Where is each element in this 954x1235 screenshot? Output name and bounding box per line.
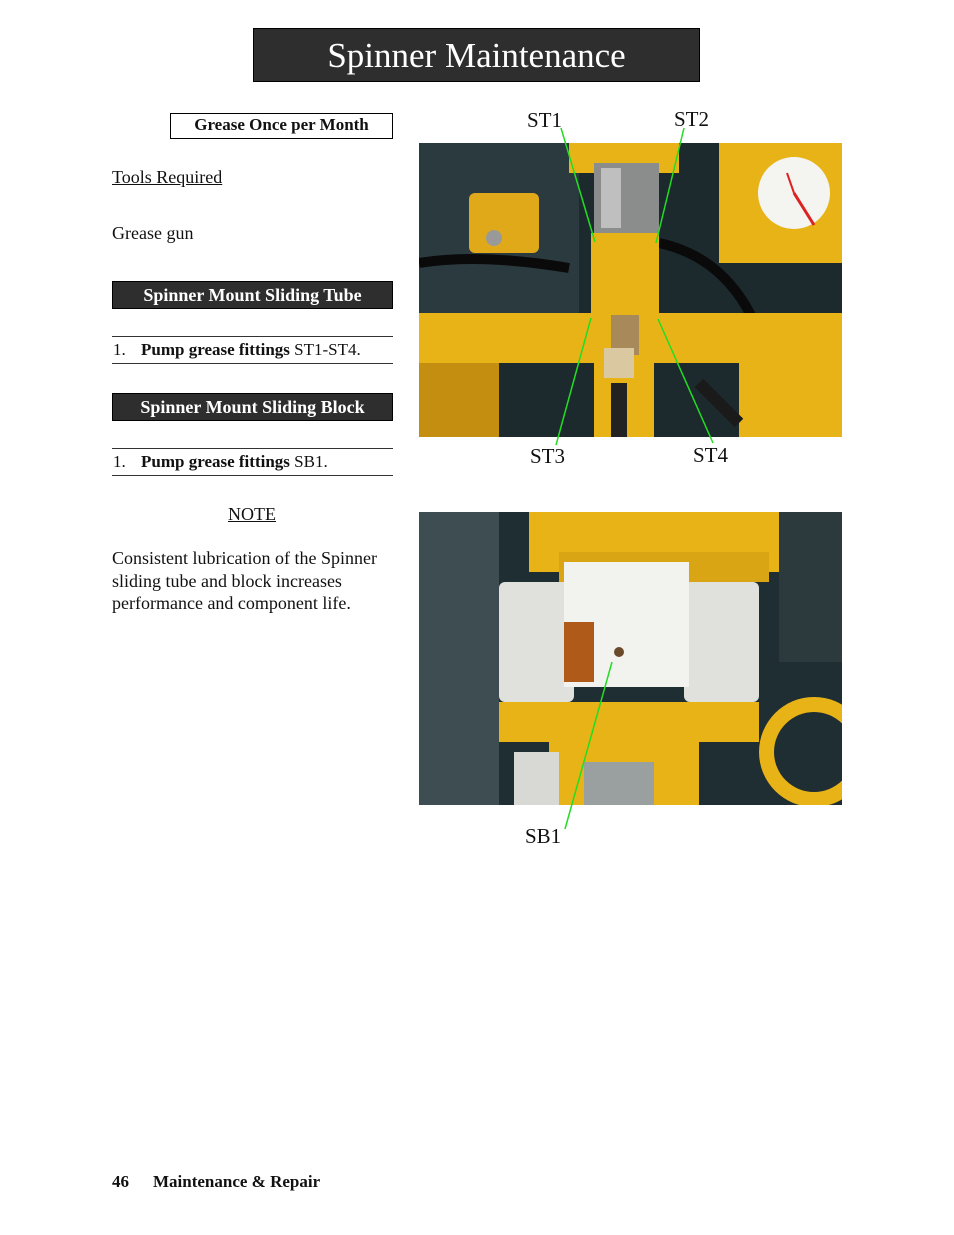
- step-target: ST1-ST4.: [289, 340, 361, 359]
- step-action: Pump grease fittings: [141, 452, 290, 471]
- callout-st4: ST4: [693, 443, 729, 467]
- step-number: 1.: [113, 452, 126, 471]
- page-title: Spinner Maintenance: [253, 28, 700, 82]
- step-sliding-block: [112, 448, 393, 476]
- tool-item: Grease gun: [112, 223, 194, 243]
- chapter-name: Maintenance & Repair: [153, 1172, 321, 1191]
- page-number: 46: [112, 1172, 129, 1191]
- sliding-tube-photo: [419, 143, 842, 437]
- step-sliding-tube: [112, 336, 393, 364]
- page-footer: [112, 1171, 320, 1193]
- tools-heading: Tools Required: [112, 167, 223, 187]
- step-number: 1.: [113, 340, 126, 359]
- callout-st2: ST2: [674, 107, 710, 131]
- note-body: Consistent lubrication of the Spinner sliding tube and block increases performance and component life.: [112, 548, 377, 613]
- callout-st1: ST1: [527, 108, 563, 132]
- step-action: Pump grease fittings: [141, 340, 290, 359]
- callout-sb1: SB1: [525, 824, 562, 848]
- step-target: SB1.: [289, 452, 328, 471]
- note-heading: NOTE: [228, 504, 276, 524]
- frequency-box: Grease Once per Month: [170, 113, 393, 139]
- sliding-block-photo: [419, 512, 842, 805]
- section-heading-sliding-block: Spinner Mount Sliding Block: [112, 393, 393, 421]
- callout-st3: ST3: [530, 444, 566, 468]
- section-heading-sliding-tube: Spinner Mount Sliding Tube: [112, 281, 393, 309]
